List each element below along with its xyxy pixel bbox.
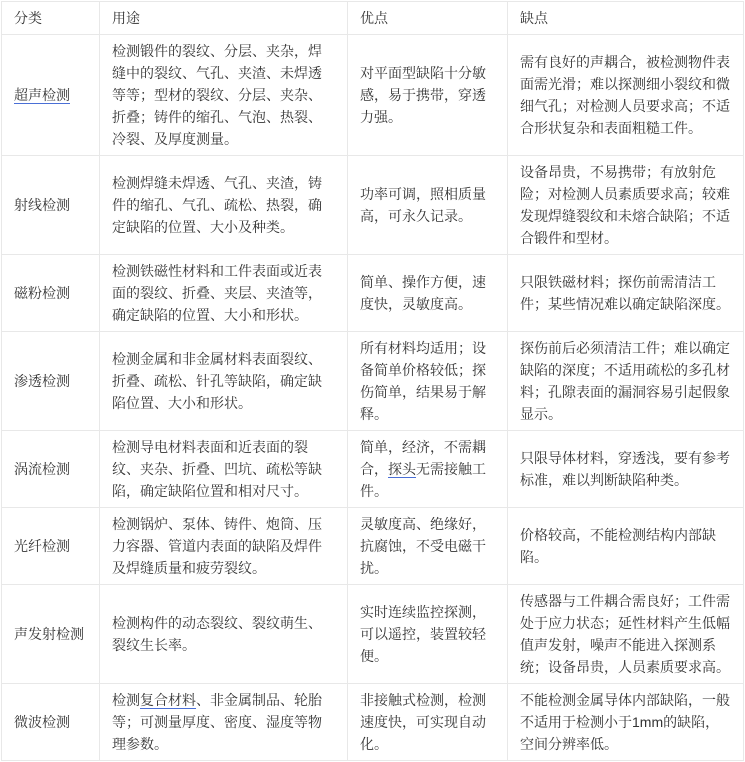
cell-category: 射线检测 (2, 156, 100, 255)
cell-usage: 检测金属和非金属材料表面裂纹、折叠、疏松、针孔等缺陷，确定缺陷位置、大小和形状。 (100, 332, 348, 431)
cell-cons: 价格较高，不能检测结构内部缺陷。 (508, 508, 744, 585)
cell-usage: 检测锻件的裂纹、分层、夹杂，焊缝中的裂纹、气孔、夹渣、未焊透等等；型材的裂纹、分层、夹杂、折叠；铸件的缩孔、气泡、热裂、冷裂、及厚度测量。 (100, 35, 348, 156)
table-row-radiographic (2, 156, 744, 255)
header-row (2, 2, 744, 35)
cell-usage: 检测焊缝未焊透、气孔、夹渣，铸件的缩孔、气孔、疏松、热裂，确定缺陷的位置、大小及种类。 (100, 156, 348, 255)
link-composite-material[interactable]: 复合材料 (140, 692, 196, 708)
cell-pros: 实时连续监控探测，可以遥控，装置较轻便。 (348, 585, 508, 684)
cell-category: 微波检测 (2, 684, 100, 761)
cell-pros: 灵敏度高、绝缘好，抗腐蚀，不受电磁干扰。 (348, 508, 508, 585)
table-row-acoustic-emission (2, 585, 744, 684)
cell-usage: 检测导电材料表面和近表面的裂纹、夹杂、折叠、凹坑、疏松等缺陷，确定缺陷位置和相对尺寸。 (100, 431, 348, 508)
table-row-ultrasonic (2, 35, 744, 156)
cell-text: 无需接触工件。 (360, 461, 486, 499)
link-probe[interactable]: 探头 (388, 461, 416, 477)
cell-pros: 功率可调，照相质量高，可永久记录。 (348, 156, 508, 255)
cell-cons: 探伤前后必须清洁工件；难以确定缺陷的深度；不适用疏松的多孔材料；孔隙表面的漏洞容易引起假象显示。 (508, 332, 744, 431)
cell-pros: 所有材料均适用；设备简单价格较低；探伤简单，结果易于解释。 (348, 332, 508, 431)
cell-category: 声发射检测 (2, 585, 100, 684)
table-row-eddy-current (2, 431, 744, 508)
cell-category: 磁粉检测 (2, 255, 100, 332)
table-row-penetrant (2, 332, 744, 431)
cell-text: 检测 (112, 692, 140, 708)
link-ultrasonic-testing[interactable]: 超声检测 (14, 87, 70, 103)
table-row-fiber-optic (2, 508, 744, 585)
cell-text: 简单，经济，不需耦合， (360, 439, 486, 477)
table-row-magnetic-particle (2, 255, 744, 332)
header-pros: 优点 (348, 2, 508, 35)
cell-text: 、非金属制品、轮胎等；可测量厚度、密度、湿度等物理参数。 (112, 692, 322, 752)
cell-cons: 不能检测金属导体内部缺陷，一般不适用于检测小于1mm的缺陷，空间分辨率低。 (508, 684, 744, 761)
cell-cons: 只限铁磁材料；探伤前需清洁工件；某些情况难以确定缺陷深度。 (508, 255, 744, 332)
header-category: 分类 (2, 2, 100, 35)
cell-cons: 只限导体材料，穿透浅，要有参考标准，难以判断缺陷种类。 (508, 431, 744, 508)
cell-category (2, 35, 100, 156)
cell-cons: 需有良好的声耦合，被检测物件表面需光滑；难以探测细小裂纹和微细气孔；对检测人员要求高；不适合形状复杂和表面粗糙工件。 (508, 35, 744, 156)
cell-usage: 检测锅炉、泵体、铸件、炮筒、压力容器、管道内表面的缺陷及焊件及焊缝质量和疲劳裂纹。 (100, 508, 348, 585)
cell-pros: 简单、操作方便，速度快，灵敏度高。 (348, 255, 508, 332)
cell-usage: 检测铁磁性材料和工件表面或近表面的裂纹、折叠、夹层、夹渣等，确定缺陷的位置、大小和形状。 (100, 255, 348, 332)
cell-category: 渗透检测 (2, 332, 100, 431)
cell-category: 涡流检测 (2, 431, 100, 508)
cell-pros (348, 431, 508, 508)
ndt-comparison-table (1, 1, 744, 761)
header-usage: 用途 (100, 2, 348, 35)
cell-category: 光纤检测 (2, 508, 100, 585)
cell-cons: 设备昂贵，不易携带；有放射危险；对检测人员素质要求高；较难发现焊缝裂纹和未熔合缺陷；不适合锻件和型材。 (508, 156, 744, 255)
cell-pros: 非接触式检测，检测速度快，可实现自动化。 (348, 684, 508, 761)
cell-usage (100, 684, 348, 761)
cell-cons: 传感器与工件耦合需良好；工件需处于应力状态；延性材料产生低幅值声发射，噪声不能进入探测系统；设备昂贵，人员素质要求高。 (508, 585, 744, 684)
cell-pros: 对平面型缺陷十分敏感，易于携带，穿透力强。 (348, 35, 508, 156)
header-cons: 缺点 (508, 2, 744, 35)
table-row-microwave (2, 684, 744, 761)
cell-usage: 检测构件的动态裂纹、裂纹萌生、裂纹生长率。 (100, 585, 348, 684)
